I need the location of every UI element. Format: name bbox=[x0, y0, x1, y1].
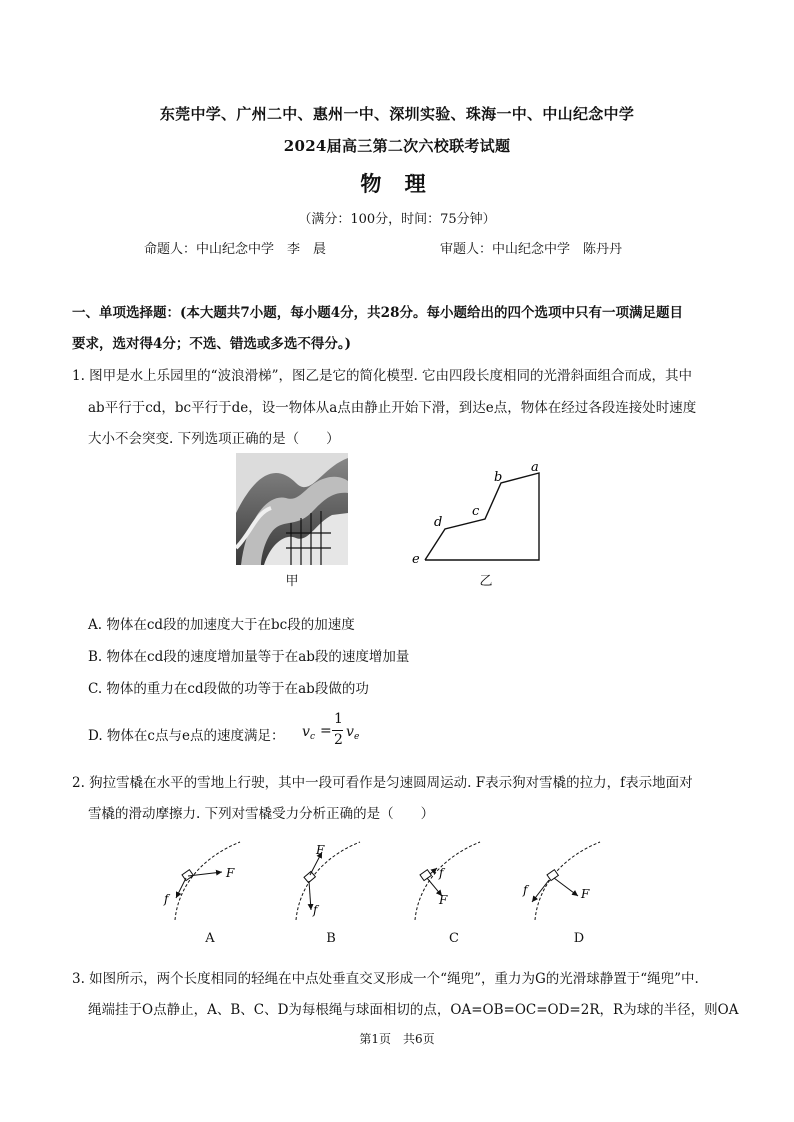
wave-slide-photo bbox=[236, 453, 348, 565]
q1-option-a: A. 物体在cd段的加速度大于在bc段的加速度 bbox=[88, 617, 355, 633]
point-e: e bbox=[412, 552, 420, 567]
fig-right-caption: 乙 bbox=[479, 574, 493, 589]
point-c: c bbox=[472, 504, 480, 519]
page-footer: 第1页 共6页 bbox=[359, 1032, 435, 1046]
svg-text:F: F bbox=[439, 893, 448, 907]
diagram-a bbox=[163, 842, 240, 920]
svg-text:f: f bbox=[523, 883, 528, 897]
q1-option-d-formula: v c = 1 2 v e bbox=[302, 711, 360, 748]
q3-line1: 3. 如图所示，两个长度相同的轻绳在中点处垂直交叉形成一个“绳兜”，重力为G的光滑球静置于“绳兜”中. bbox=[72, 971, 699, 987]
reviewer: 审题人：中山纪念中学 陈丹丹 bbox=[440, 242, 623, 257]
sled-force-diagrams bbox=[150, 838, 630, 923]
q3-line2: 绳端挂于O点静止，A、B、C、D为每根绳与球面相切的点，OA=OB=OC=OD=2R，R为球的半径，则OA bbox=[88, 1002, 739, 1018]
diagram-b bbox=[296, 842, 360, 920]
subject-title: 物 理 bbox=[360, 171, 434, 196]
diagram-d bbox=[522, 842, 600, 920]
q1-option-d: D. 物体在c点与e点的速度满足： bbox=[88, 728, 285, 744]
q1-line3: 大小不会突变. 下列选项正确的是（ ） bbox=[88, 431, 340, 447]
q1-option-b: B. 物体在cd段的速度增加量等于在ab段的速度增加量 bbox=[88, 649, 410, 665]
schools-title: 东莞中学、广州二中、惠州一中、深圳实验、珠海一中、中山纪念中学 bbox=[159, 105, 635, 123]
diagram-caption-d: D bbox=[573, 931, 585, 946]
svg-text:F: F bbox=[226, 866, 235, 880]
point-d: d bbox=[434, 515, 443, 530]
diagram-c bbox=[415, 842, 480, 920]
point-b: b bbox=[494, 470, 503, 485]
q1-option-c: C. 物体的重力在cd段做的功等于在ab段做的功 bbox=[88, 681, 369, 697]
section1-line2: 要求，选对得4分；不选、错选或多选不得分。) bbox=[72, 336, 352, 352]
diagram-caption-a: A bbox=[205, 931, 215, 946]
exam-title: 2024届高三第二次六校联考试题 bbox=[283, 137, 511, 155]
q1-line1: 1. 图甲是水上乐园里的“波浪滑梯”，图乙是它的简化模型. 它由四段长度相同的光滑斜面组合而成，其中 bbox=[72, 368, 693, 384]
slide-model-diagram bbox=[405, 455, 555, 567]
section1-line1: 一、单项选择题：(本大题共7小题，每小题4分，共28分。每小题给出的四个选项中只有一项满足题目 bbox=[72, 305, 683, 321]
setter: 命题人：中山纪念中学 李 晨 bbox=[144, 242, 327, 257]
svg-text:f: f bbox=[439, 866, 444, 880]
svg-text:f: f bbox=[164, 892, 169, 906]
diagram-caption-c: C bbox=[449, 931, 459, 946]
score-time: （满分：100分，时间：75分钟） bbox=[298, 212, 496, 227]
q2-line1: 2. 狗拉雪橇在水平的雪地上行驶，其中一段可看作是匀速圆周运动. F表示狗对雪橇的拉力，f表示地面对 bbox=[72, 775, 693, 791]
svg-text:F: F bbox=[316, 843, 325, 857]
q1-line2: ab平行于cd，bc平行于de，设一物体从a点由静止开始下滑，到达e点，物体在经过各段连接处时速度 bbox=[88, 400, 697, 416]
svg-text:F: F bbox=[581, 887, 590, 901]
point-a: a bbox=[531, 460, 539, 475]
svg-text:f: f bbox=[313, 903, 318, 917]
q2-line2: 雪橇的滑动摩擦力. 下列对雪橇受力分析正确的是（ ） bbox=[88, 806, 435, 822]
fig-left-caption: 甲 bbox=[285, 574, 299, 589]
diagram-caption-b: B bbox=[326, 931, 336, 946]
